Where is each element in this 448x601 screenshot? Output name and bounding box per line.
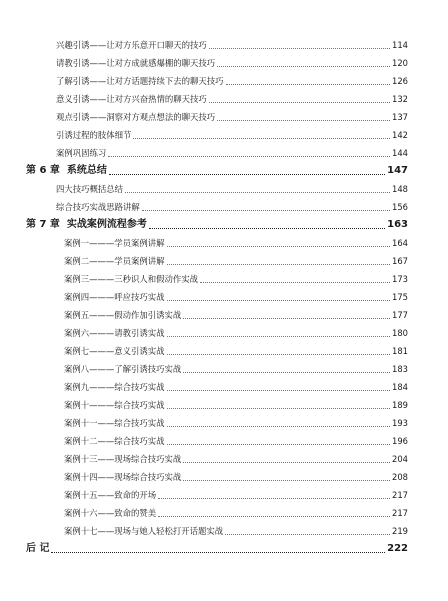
toc-entry-page: 193: [392, 418, 408, 428]
toc-entry: [56, 56, 408, 70]
dot-leader: [226, 84, 391, 85]
toc-chapter: [26, 163, 408, 179]
toc-entry-title: 综合技巧实战思路讲解: [56, 202, 140, 212]
toc-entry-page: 184: [392, 382, 408, 392]
toc-chapter-title: 第 6 章 系统总结: [26, 165, 107, 176]
toc-entry-page: 180: [392, 328, 408, 338]
toc-entry-title: 案例四———呼应技巧实战: [64, 292, 165, 302]
toc-entry-page: 173: [392, 274, 408, 284]
toc-chapter-page: 147: [387, 165, 408, 176]
toc-entry: [64, 236, 408, 250]
dot-leader: [167, 336, 391, 337]
toc-entry-title: 案例八———了解引诱技巧实战: [64, 364, 182, 374]
toc-entry: [64, 434, 408, 448]
toc-entry-title: 案例十三——现场综合技巧实战: [64, 454, 182, 464]
toc-entry-page: 219: [392, 526, 408, 536]
toc-entry-title: 案例二———学员案例讲解: [64, 256, 165, 266]
toc-entry: [64, 524, 408, 538]
toc-entry-page: 126: [392, 76, 408, 86]
toc-entry-page: 175: [392, 292, 408, 302]
dot-leader: [209, 48, 390, 49]
toc-entry: [64, 380, 408, 394]
toc-entry-page: 120: [392, 58, 408, 68]
toc-entry-title: 四大技巧概括总结: [56, 184, 123, 194]
toc-entry-page: 142: [392, 130, 408, 140]
toc-entry: [64, 416, 408, 430]
toc-entry-title: 案例三———三秒识人和假动作实战: [64, 274, 198, 284]
toc-entry-page: 217: [392, 490, 408, 500]
dot-leader: [149, 228, 385, 229]
toc-entry-title: 案例一———学员案例讲解: [64, 238, 165, 248]
dot-leader: [108, 156, 390, 157]
dot-leader: [217, 66, 390, 67]
dot-leader: [217, 120, 390, 121]
toc-entry-page: 177: [392, 310, 408, 320]
dot-leader: [167, 390, 391, 391]
toc-chapter: [26, 541, 408, 557]
dot-leader: [51, 552, 385, 553]
dot-leader: [183, 318, 390, 319]
toc-entry-title: 了解引诱——让对方话题持续下去的聊天技巧: [56, 76, 224, 86]
toc-entry: [56, 74, 408, 88]
toc-chapter-page: 163: [387, 219, 408, 230]
dot-leader: [167, 444, 391, 445]
toc-entry-title: 请教引诱——让对方成就感爆棚的聊天技巧: [56, 58, 216, 68]
toc-entry-title: 意义引诱——让对方兴奋热情的聊天技巧: [56, 94, 207, 104]
toc-chapter: [26, 217, 408, 233]
toc-entry: [56, 146, 408, 160]
toc-entry: [64, 254, 408, 268]
toc-entry-page: 144: [392, 148, 408, 158]
toc-entry-page: 183: [392, 364, 408, 374]
dot-leader: [158, 516, 390, 517]
toc-entry: [64, 308, 408, 322]
dot-leader: [183, 480, 390, 481]
toc-entry-page: 208: [392, 472, 408, 482]
toc-entry-title: 案例十七——现场与她人轻松打开话题实战: [64, 526, 224, 536]
toc-entry: [64, 362, 408, 376]
dot-leader: [167, 300, 391, 301]
toc-entry-title: 观点引诱——洞察对方观点想法的聊天技巧: [56, 112, 216, 122]
toc-entry: [64, 452, 408, 466]
dot-leader: [167, 246, 391, 247]
toc-entry-page: 156: [392, 202, 408, 212]
toc-entry-title: 案例十五——致命的开场: [64, 490, 157, 500]
toc-entry-page: 114: [392, 40, 408, 50]
toc-chapter-title: 后 记: [26, 543, 50, 554]
toc-entry: [64, 398, 408, 412]
toc-entry: [64, 470, 408, 484]
dot-leader: [183, 372, 390, 373]
dot-leader: [142, 210, 390, 211]
toc-entry: [56, 200, 408, 214]
toc-entry-page: 164: [392, 238, 408, 248]
toc-entry-page: 132: [392, 94, 408, 104]
toc-entry-page: 189: [392, 400, 408, 410]
dot-leader: [209, 102, 390, 103]
toc-entry-title: 案例九———综合技巧实战: [64, 382, 165, 392]
toc-entry: [64, 506, 408, 520]
dot-leader: [125, 192, 390, 193]
toc-entry-title: 案例巩固练习: [56, 148, 107, 158]
dot-leader: [200, 282, 390, 283]
toc-entry: [56, 128, 408, 142]
toc-entry-page: 196: [392, 436, 408, 446]
toc-entry-page: 148: [392, 184, 408, 194]
toc-entry-page: 181: [392, 346, 408, 356]
toc-entry: [56, 38, 408, 52]
toc-entry-title: 案例十二——综合技巧实战: [64, 436, 165, 446]
dot-leader: [167, 264, 391, 265]
toc-entry-page: 137: [392, 112, 408, 122]
dot-leader: [167, 426, 391, 427]
toc-entry-page: 167: [392, 256, 408, 266]
dot-leader: [158, 498, 390, 499]
dot-leader: [167, 354, 391, 355]
dot-leader: [109, 174, 385, 175]
toc-entry: [64, 488, 408, 502]
toc-entry-page: 217: [392, 508, 408, 518]
dot-leader: [133, 138, 390, 139]
toc-entry-title: 案例五———假动作加引诱实战: [64, 310, 182, 320]
toc-entry-page: 204: [392, 454, 408, 464]
toc-entry: [64, 326, 408, 340]
dot-leader: [167, 408, 391, 409]
toc-chapter-title: 第 7 章 实战案例流程参考: [26, 219, 147, 230]
toc-entry: [64, 272, 408, 286]
toc-chapter-page: 222: [387, 543, 408, 554]
toc-entry: [64, 344, 408, 358]
toc-entry: [64, 290, 408, 304]
toc-entry: [56, 92, 408, 106]
toc-entry-title: 引诱过程的肢体细节: [56, 130, 132, 140]
toc-entry: [56, 182, 408, 196]
toc-entry-title: 兴趣引诱——让对方乐意开口聊天的技巧: [56, 40, 207, 50]
toc-entry-title: 案例七———意义引诱实战: [64, 346, 165, 356]
toc-entry-title: 案例十一——综合技巧实战: [64, 418, 165, 428]
toc-entry-title: 案例十四——现场综合技巧实战: [64, 472, 182, 482]
toc-entry-title: 案例十六——致命的赞美: [64, 508, 157, 518]
toc-entry-title: 案例六———请教引诱实战: [64, 328, 165, 338]
dot-leader: [225, 534, 390, 535]
toc-entry: [56, 110, 408, 124]
toc-entry-title: 案例十———综合技巧实战: [64, 400, 165, 410]
dot-leader: [183, 462, 390, 463]
